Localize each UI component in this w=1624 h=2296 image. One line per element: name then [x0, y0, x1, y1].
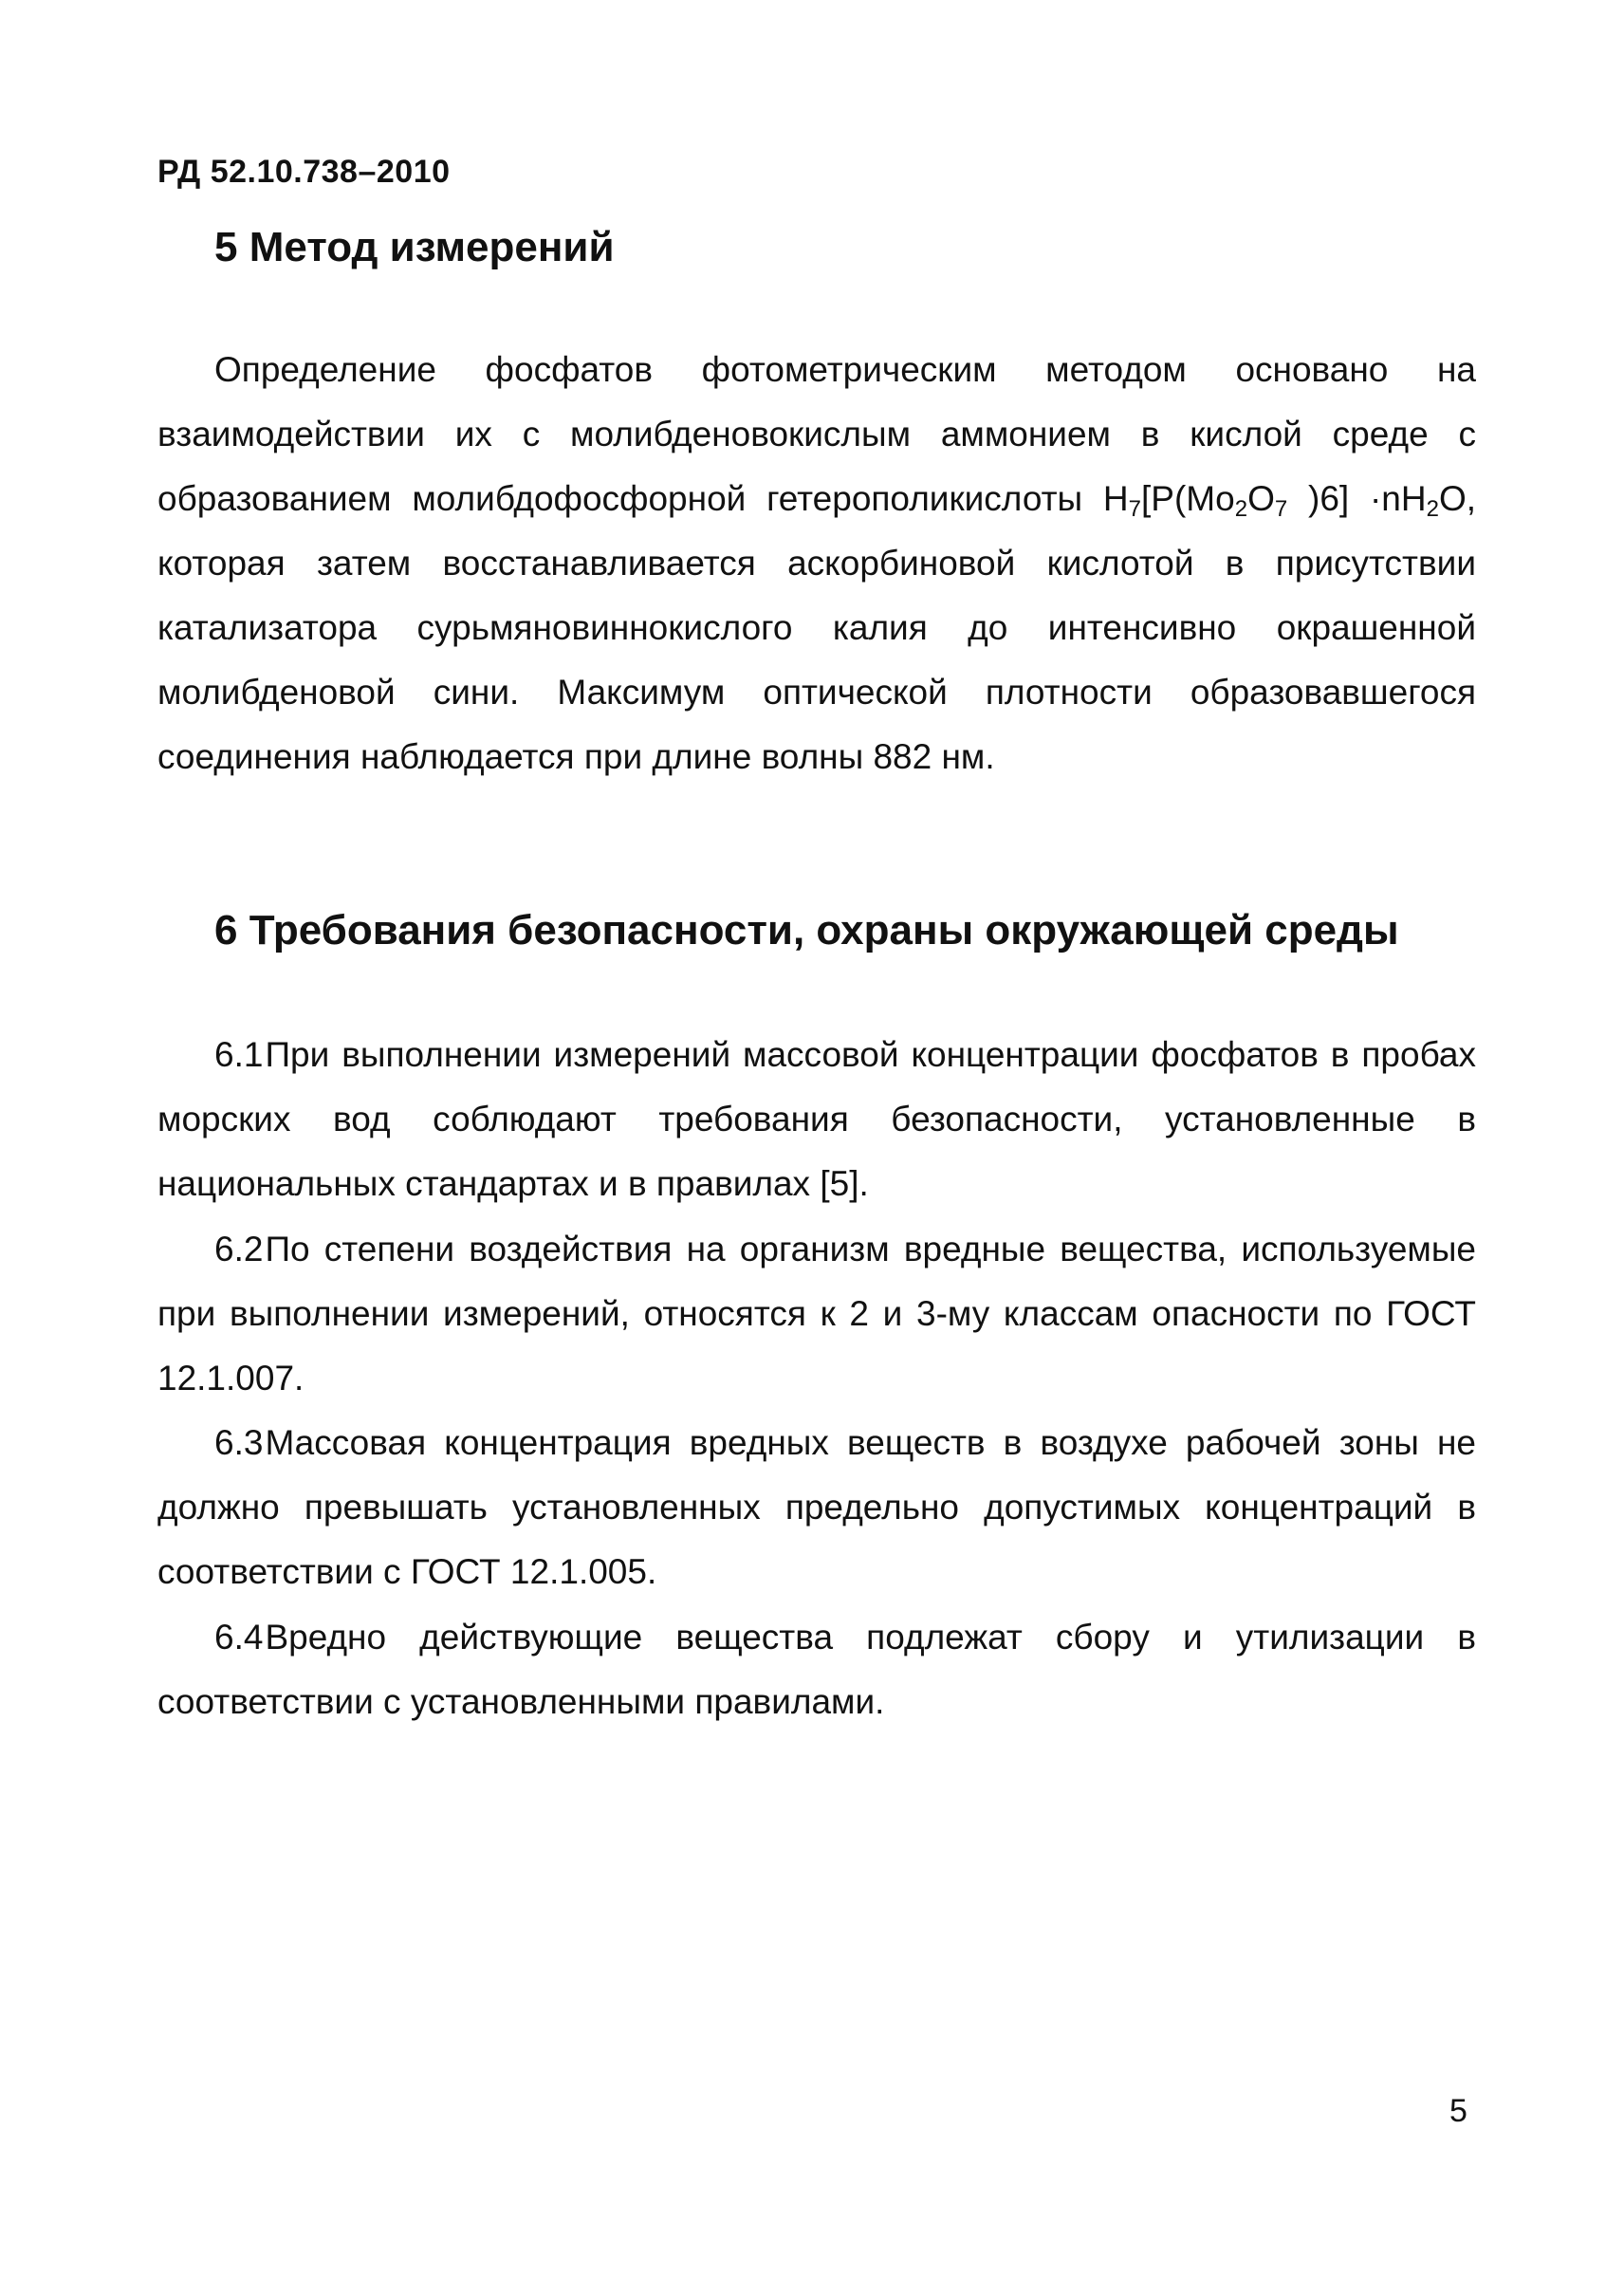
- formula-subscript: 2: [1234, 496, 1248, 522]
- section-6-heading: 6 Требования безопасности, охраны окружающей среды: [214, 907, 1399, 954]
- formula-subscript: 2: [1426, 496, 1439, 522]
- clause-text: По степени воздействия на организм вредные вещества, используемые при выполнении измерений, относятся к 2 и 3-му классам опасности по ГОСТ 12.1.007.: [157, 1230, 1476, 1398]
- clause-text: Вредно действующие вещества подлежат сбору и утилизации в соответствии с установленными правилами.: [157, 1618, 1476, 1721]
- section-6-2-paragraph: [157, 1217, 1476, 1411]
- clause-number: 6.2: [214, 1230, 264, 1268]
- clause-number: 6.3: [214, 1423, 264, 1462]
- formula-part: O: [1247, 479, 1275, 518]
- formula-part: O: [1438, 479, 1467, 518]
- clause-text: Массовая концентрация вредных веществ в воздухе рабочей зоны не должно превышать установленных предельно допустимых концентраций в соответствии с ГОСТ 12.1.005.: [157, 1423, 1476, 1591]
- clause-text: При выполнении измерений массовой концентрации фосфатов в пробах морских вод соблюдают требования безопасности, установленные в национальных стандартах и в правилах [5].: [157, 1035, 1476, 1203]
- section-6-4-paragraph: [157, 1605, 1476, 1734]
- formula-part: H: [1102, 479, 1129, 518]
- section-6-1-paragraph: [157, 1023, 1476, 1216]
- document-code: РД 52.10.738–2010: [157, 154, 451, 190]
- section-5-paragraph: [157, 338, 1476, 789]
- chemical-formula: [1102, 479, 1467, 522]
- page-number: 5: [1449, 2093, 1467, 2129]
- section-5-heading: 5 Метод измерений: [214, 224, 615, 270]
- formula-part: )6] ·nH: [1287, 479, 1427, 518]
- clause-number: 6.1: [214, 1035, 264, 1074]
- section-5-text-end: , которая затем восстанавливается аскорбиновой кислотой в присутствии катализатора сурьмяновиннокислого калия до интенсивно окрашенной молибденовой сини. Максимум оптической плотности образовавшегося соединения наблюдается при длине волны 882 нм.: [157, 479, 1477, 776]
- formula-subscript: 7: [1128, 496, 1142, 522]
- formula-subscript: 7: [1274, 496, 1288, 522]
- formula-part: [P(Mo: [1141, 479, 1235, 518]
- clause-number: 6.4: [214, 1618, 264, 1657]
- section-6-3-paragraph: [157, 1411, 1476, 1604]
- section-5-text-start: Определение фосфатов фотометрическим методом основано на взаимодействии их с молибденовокислым аммонием в кислой среде с образованием молибдофосфорной гетерополикислоты: [157, 350, 1476, 518]
